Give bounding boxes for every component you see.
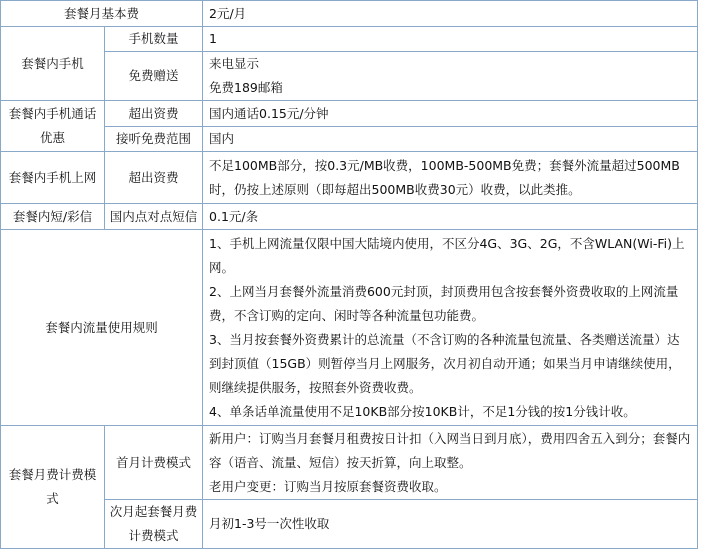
table-row [1, 204, 698, 230]
table-row [1, 127, 698, 152]
sms-label: 套餐内短/彩信 [1, 204, 105, 230]
base-fee-label: 套餐月基本费 [1, 1, 203, 27]
internet-label: 套餐内手机上网 [1, 152, 105, 204]
call-over-label: 超出资费 [105, 101, 203, 127]
billing-label: 套餐月费计费模式 [1, 426, 105, 549]
internet-over-label: 超出资费 [105, 152, 203, 204]
gift-mailbox: 免费189邮箱 [209, 80, 283, 95]
phone-count-label: 手机数量 [105, 27, 203, 52]
call-over-value: 国内通话0.15元/分钟 [203, 101, 698, 127]
phone-count-value: 1 [203, 27, 698, 52]
sms-sub-label: 国内点对点短信 [105, 204, 203, 230]
traffic-rule-4: 4、单条话单流量使用不足10KB部分按10KB计，不足1分钱的按1分钱计收。 [209, 403, 636, 419]
phone-gift-value [203, 52, 698, 101]
table-row [1, 230, 698, 426]
billing-next-label: 次月起套餐月费计费模式 [105, 500, 203, 549]
table-row [1, 101, 698, 127]
phone-label: 套餐内手机 [1, 27, 105, 101]
billing-next-value: 月初1-3号一次性收取 [203, 500, 698, 549]
base-fee-value: 2元/月 [203, 1, 698, 27]
traffic-rule-3: 3、当月按套餐外资费累计的总流量（不含订购的各种流量包流量、各类赠送流量）达到封顶值（15GB）则暂停当月上网服务，次月初自动开通；如果当月申请继续使用，则继续提供服务，按照套外资费收费。 [209, 331, 681, 395]
sms-value: 0.1元/条 [203, 204, 698, 230]
traffic-rules-value [203, 230, 698, 426]
phone-gift-label: 免费赠送 [105, 52, 203, 101]
traffic-rules-label: 套餐内流量使用规则 [1, 230, 203, 426]
call-label: 套餐内手机通话优惠 [1, 101, 105, 152]
gift-caller-id: 来电显示 [209, 56, 260, 71]
table-row [1, 27, 698, 52]
billing-first-value [203, 426, 698, 500]
table-row [1, 1, 698, 27]
call-free-value: 国内 [203, 127, 698, 152]
billing-old-user: 老用户变更：订购当月按原套餐资费收取。 [209, 478, 447, 494]
table-row [1, 52, 698, 101]
internet-over-value: 不足100MB部分，按0.3元/MB收费，100MB-500MB免费；套餐外流量超过500MB时，仍按上述原则（即每超出500MB收费30元）收费，以此类推。 [203, 152, 698, 204]
traffic-rule-2: 2、上网当月套餐外流量消费600元封顶，封顶费用包含按套餐外资费收取的上网流量费，不含订购的定向、闲时等各种流量包功能费。 [209, 283, 679, 323]
billing-first-label: 首月计费模式 [105, 426, 203, 500]
billing-new-user: 新用户：订购当月套餐月租费按日计扣（入网当日到月底），费用四舍五入到分；套餐内容（语音、流量、短信）按天折算，向上取整。 [209, 430, 691, 470]
table-row [1, 426, 698, 500]
call-free-label: 接听免费范围 [105, 127, 203, 152]
traffic-rule-1: 1、手机上网流量仅限中国大陆境内使用，不区分4G、3G、2G，不含WLAN(Wi-Fi)上网。 [209, 235, 685, 275]
table-row [1, 152, 698, 204]
table-row [1, 500, 698, 549]
